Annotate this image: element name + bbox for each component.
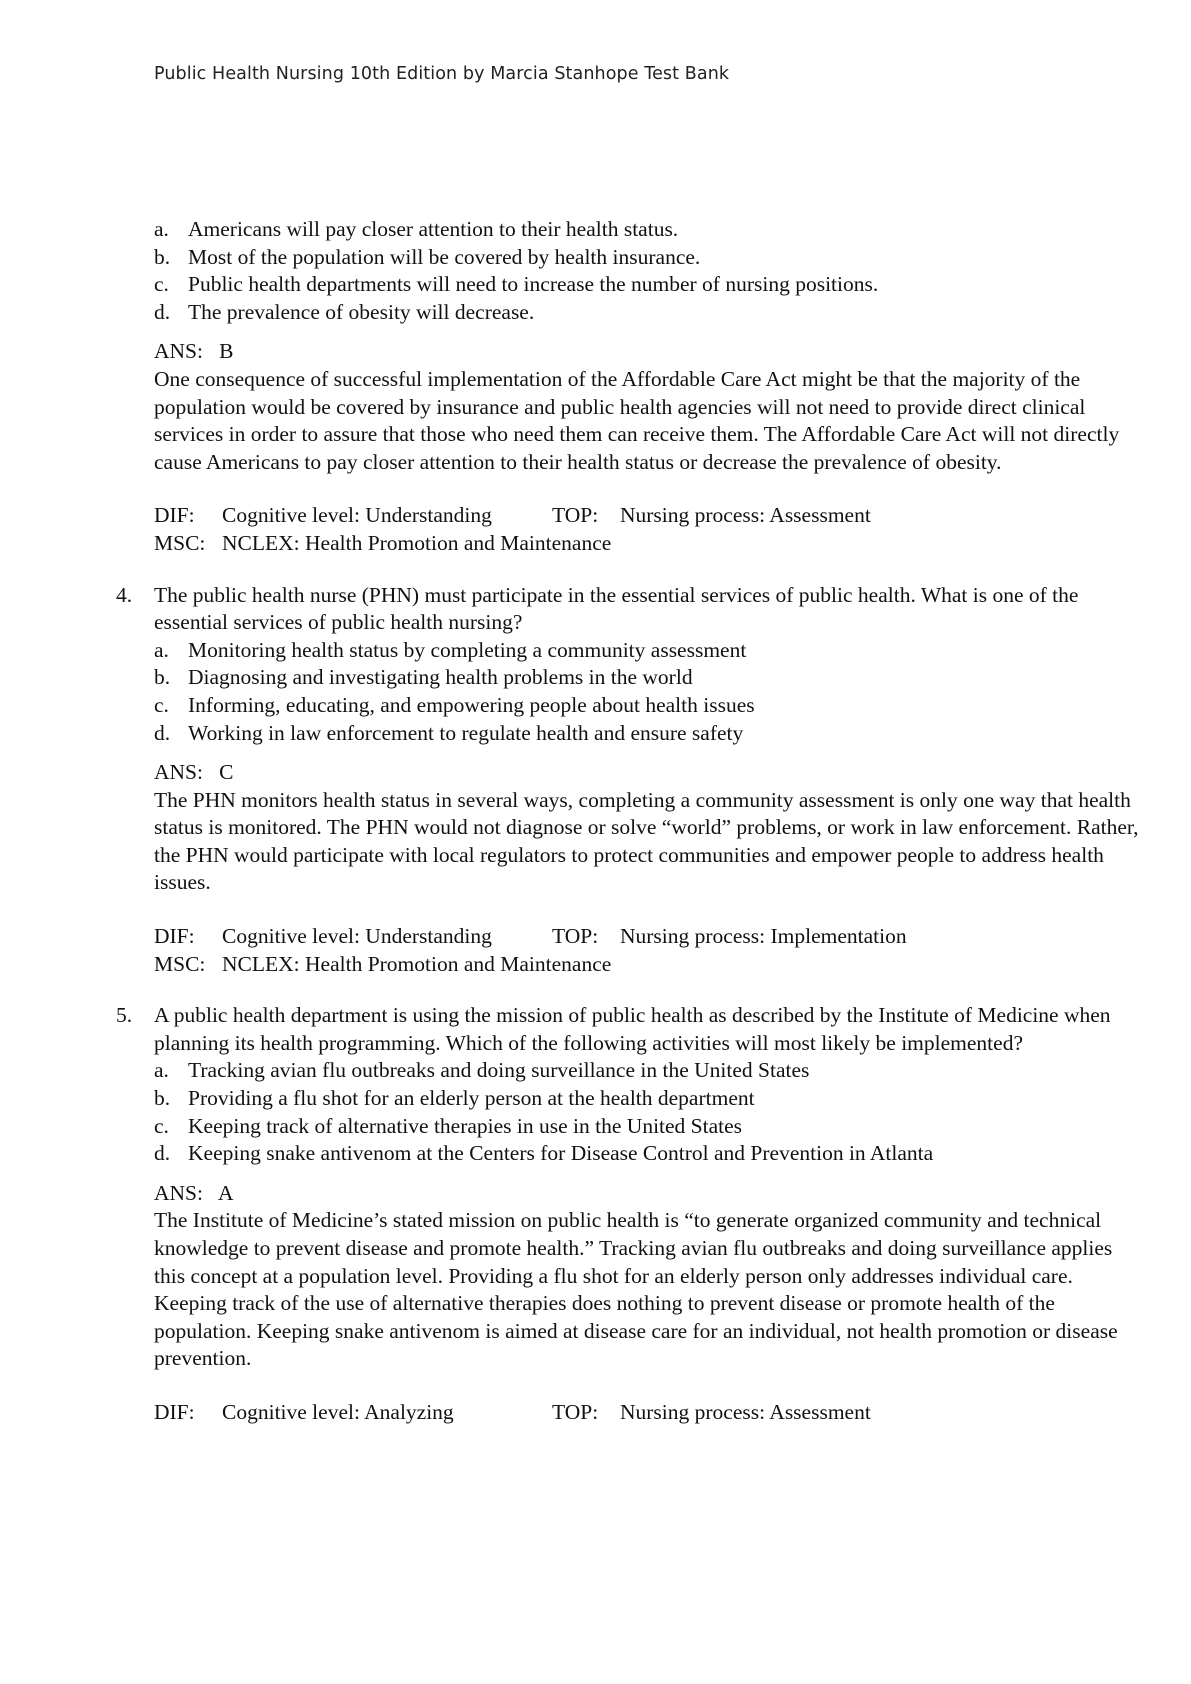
rationale-text: One consequence of successful implementation of the Affordable Care Act might be that the majority of the population would be covered by insurance and public health agencies will not need to provide direct clinical services in order to assure that those who need them can receive them. The Affordable Care Act will not directly cause Americans to pay closer attention to their health status or decrease the prevalence of obesity.: [154, 366, 1120, 474]
answer-option: [116, 1085, 1146, 1113]
dif-value: Cognitive level: Analyzing: [222, 1399, 454, 1424]
option-text: Public health departments will need to increase the number of nursing positions.: [188, 272, 879, 297]
answer-options: [116, 216, 1146, 326]
answer-options: [116, 1057, 1146, 1167]
answer-key: [154, 1180, 1146, 1208]
option-letter: a.: [154, 1058, 169, 1083]
top-label: TOP:: [552, 1399, 599, 1424]
answer-option: [116, 1113, 1146, 1141]
msc-label: MSC:: [154, 530, 206, 555]
question-metadata: [154, 1399, 1146, 1427]
dif-label: DIF:: [154, 1399, 195, 1424]
question-stem: A public health department is using the mission of public health as described by the Institute of Medicine when planning its health programming. Which of the following activities will most likely be implemented?: [154, 1003, 1111, 1055]
option-letter: b.: [154, 244, 171, 269]
option-letter: b.: [154, 1086, 171, 1111]
metadata-row: [154, 502, 1146, 530]
option-text: Informing, educating, and empowering people about health issues: [188, 692, 755, 717]
rationale: [154, 1207, 1146, 1373]
top-value: Nursing process: Implementation: [620, 924, 907, 949]
dif-label: DIF:: [154, 924, 195, 949]
option-text: Working in law enforcement to regulate health and ensure safety: [188, 720, 744, 745]
dif-label: DIF:: [154, 503, 195, 528]
dif-value: Cognitive level: Understanding: [222, 924, 492, 949]
option-letter: a.: [154, 637, 169, 662]
top-value: Nursing process: Assessment: [620, 503, 871, 528]
question-number: 5.: [116, 1003, 133, 1028]
answer-option: [116, 1057, 1146, 1085]
option-letter: d.: [154, 720, 171, 745]
answer-option: [116, 720, 1146, 748]
msc-value: NCLEX: Health Promotion and Maintenance: [222, 951, 612, 976]
option-letter: b.: [154, 665, 171, 690]
top-label: TOP:: [552, 503, 599, 528]
option-letter: c.: [154, 1113, 169, 1138]
dif-value: Cognitive level: Understanding: [222, 503, 492, 528]
metadata-row: [154, 1399, 1146, 1427]
option-text: Tracking avian flu outbreaks and doing surveillance in the United States: [188, 1058, 810, 1083]
rationale-text: The PHN monitors health status in several ways, completing a community assessment is only one way that health status is monitored. The PHN would not diagnose or solve “world” problems, or work in law enforcement. Rather, the PHN would participate with local regulators to protect communities and empower people to address health issues.: [154, 787, 1139, 895]
question-3-continued: [116, 216, 1146, 558]
answer-option: [116, 244, 1146, 272]
ans-value: A: [217, 1180, 234, 1205]
question-stem: The public health nurse (PHN) must participate in the essential services of public health. What is one of the essential services of public health nursing?: [154, 582, 1079, 635]
option-letter: d.: [154, 1141, 171, 1166]
option-letter: a.: [154, 217, 169, 241]
metadata-row: [154, 530, 1146, 558]
answer-key: [154, 338, 1146, 366]
answer-option: [116, 664, 1146, 692]
rationale: [154, 787, 1146, 897]
option-letter: d.: [154, 299, 171, 324]
answer-option: [116, 637, 1146, 665]
ans-label: ANS:: [154, 1180, 203, 1205]
rationale-text: The Institute of Medicine’s stated mission on public health is “to generate organized community and technical knowledge to prevent disease and promote health.” Tracking avian flu outbreaks and doing surveillance applies this concept at a population level. Providing a flu shot for an elderly person only addresses individual care. Keeping track of the use of alternative therapies does nothing to prevent disease or promote health of the population. Keeping snake antivenom is aimed at disease care for an individual, not health promotion or disease prevention.: [154, 1208, 1118, 1371]
metadata-row: [154, 951, 1146, 979]
question-number: 4.: [116, 582, 133, 607]
answer-options: [116, 637, 1146, 747]
top-value: Nursing process: Assessment: [620, 1399, 871, 1424]
ans-value: B: [219, 339, 234, 364]
top-label: TOP:: [552, 924, 599, 949]
running-header: Public Health Nursing 10th Edition by Marcia Stanhope Test Bank: [154, 64, 730, 84]
question-metadata: [154, 923, 1146, 978]
option-text: Americans will pay closer attention to their health status.: [188, 217, 679, 241]
answer-option: [116, 216, 1146, 244]
answer-option: [116, 271, 1146, 299]
option-text: Diagnosing and investigating health problems in the world: [188, 665, 693, 690]
option-text: Providing a flu shot for an elderly person at the health department: [188, 1086, 755, 1111]
question-5: [116, 1002, 1146, 1426]
page-content: [116, 216, 1146, 1427]
ans-value: C: [219, 760, 234, 785]
msc-value: NCLEX: Health Promotion and Maintenance: [222, 530, 612, 555]
option-text: Monitoring health status by completing a community assessment: [188, 637, 747, 662]
option-text: The prevalence of obesity will decrease.: [188, 299, 535, 324]
answer-option: [116, 1140, 1146, 1168]
metadata-row: [154, 923, 1146, 951]
ans-label: ANS:: [154, 339, 203, 364]
rationale: [154, 366, 1146, 476]
option-text: Most of the population will be covered by health insurance.: [188, 244, 701, 269]
question-metadata: [154, 502, 1146, 557]
option-letter: c.: [154, 272, 169, 297]
option-letter: c.: [154, 692, 169, 717]
answer-key: [154, 759, 1146, 787]
answer-option: [116, 692, 1146, 720]
ans-label: ANS:: [154, 760, 203, 785]
option-text: Keeping track of alternative therapies in use in the United States: [188, 1113, 743, 1138]
answer-option: [116, 299, 1146, 327]
msc-label: MSC:: [154, 951, 206, 976]
option-text: Keeping snake antivenom at the Centers for Disease Control and Prevention in Atlanta: [188, 1141, 934, 1166]
question-4: [116, 582, 1146, 979]
